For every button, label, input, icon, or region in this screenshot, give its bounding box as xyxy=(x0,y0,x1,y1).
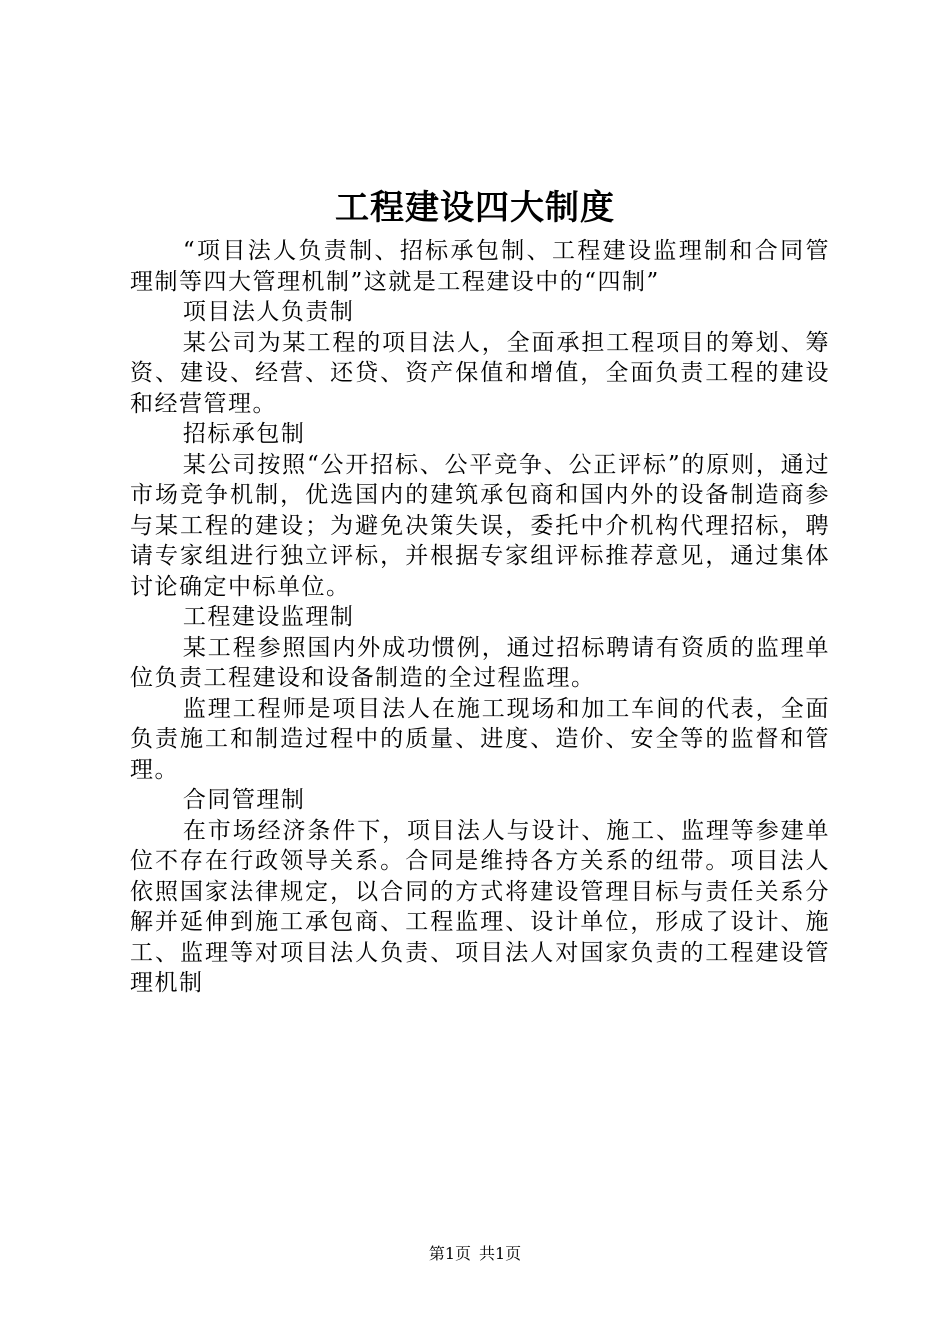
section-heading-bidding: 招标承包制 xyxy=(182,421,306,447)
paragraph-bidding: 某公司按照“公开招标、公平竞争、公正评标”的原则，通过市场竞争机制，优选国内的建筑承包商和国内外的设备制造商参与某工程的建设；为避免决策失误，委托中介机构代理招标，聘请专家组进行独立评标，并根据专家组评标推荐意见，通过集体讨论确定中标单位。 xyxy=(130,451,830,600)
page-footer xyxy=(0,1242,950,1266)
page-total: 共1页 xyxy=(479,1244,522,1263)
paragraph-project-legal-person: 某公司为某工程的项目法人，全面承担工程项目的筹划、筹资、建设、经营、还贷、资产保值和增值，全面负责工程的建设和经营管理。 xyxy=(130,329,830,417)
document-title: 工程建设四大制度 xyxy=(335,188,615,228)
document-body xyxy=(130,236,830,999)
section-heading-project-legal-person: 项目法人负责制 xyxy=(182,299,355,325)
paragraph-contract: 在市场经济条件下，项目法人与设计、施工、监理等参建单位不存在行政领导关系。合同是维持各方关系的纽带。项目法人依照国家法律规定，以合同的方式将建设管理目标与责任关系分解并延伸到施工承包商、工程监理、设计单位，形成了设计、施工、监理等对项目法人负责、项目法人对国家负责的工程建设管理机制 xyxy=(130,817,830,996)
section-heading-contract: 合同管理制 xyxy=(182,787,306,813)
paragraph-supervision-1: 某工程参照国内外成功惯例，通过招标聘请有资质的监理单位负责工程建设和设备制造的全过程监理。 xyxy=(130,634,830,691)
paragraph-intro: “项目法人负责制、招标承包制、工程建设监理制和合同管理制等四大管理机制”这就是工程建设中的“四制” xyxy=(130,238,830,295)
page-number: 第1页 xyxy=(428,1244,471,1263)
section-heading-supervision: 工程建设监理制 xyxy=(182,604,355,630)
paragraph-supervision-2: 监理工程师是项目法人在施工现场和加工车间的代表，全面负责施工和制造过程中的质量、进度、造价、安全等的监督和管理。 xyxy=(130,695,830,783)
